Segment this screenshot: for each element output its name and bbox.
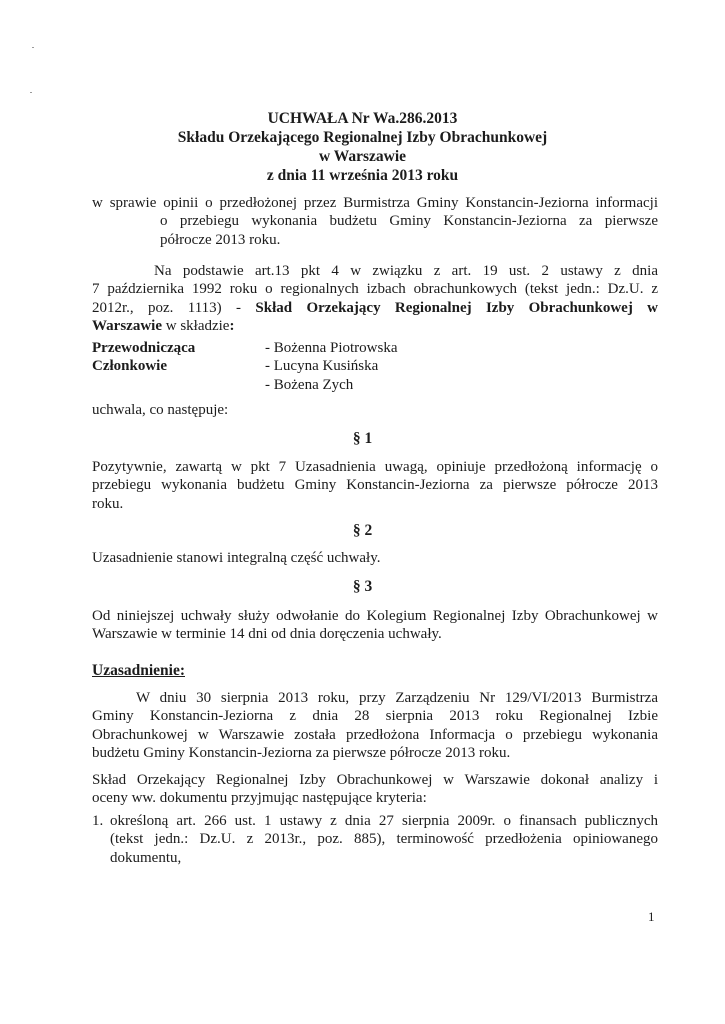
- member-name: - Lucyna Kusińska: [265, 358, 379, 375]
- panel-composition-intro: w składzie: [165, 317, 230, 334]
- subject-line: półrocze 2013 roku.: [160, 231, 281, 248]
- criteria-line: dokumentu,: [110, 849, 182, 866]
- subject-line: w sprawie opinii o przedłożonej przez Burmistrza Gminy Konstancin-Jeziorna informacji: [92, 195, 658, 211]
- basis-citation: 2012r., poz. 1113) -: [92, 299, 242, 316]
- members-role: Członkowie: [92, 358, 167, 375]
- justification-line: oceny ww. dokumentu przyjmując następujące kryteria:: [92, 790, 427, 807]
- section-mark: § 3: [352, 578, 373, 595]
- legal-basis-paragraph: [92, 262, 658, 335]
- resolution-number: UCHWAŁA Nr Wa.286.2013: [267, 110, 458, 127]
- scan-speck: [30, 92, 32, 93]
- colon: :: [229, 317, 235, 334]
- section-2-text: [92, 549, 658, 567]
- criteria-line: (tekst jedn.: Dz.U. z 2013r., poz. 885), terminowość przedłożenia opiniowanego: [110, 831, 658, 848]
- chair-role: Przewodnicząca: [92, 340, 196, 356]
- basis-line: 7 października 1992 roku o regionalnych izbach obrachunkowych (tekst jedn.: Dz.U. z: [92, 281, 658, 298]
- justification-paragraph-1: [92, 689, 658, 762]
- justification-line: Obrachunkowej w Warszawie została przedłożona Informacja o przebiegu wykonania: [92, 726, 658, 743]
- composition-row: [92, 357, 552, 375]
- panel-composition: [92, 339, 552, 394]
- issuing-city: w Warszawie: [318, 148, 407, 165]
- resolves-line: [92, 401, 658, 419]
- justification-line: budżetu Gminy Konstancin-Jeziorna za pierwsze półrocze 2013 roku.: [92, 744, 511, 761]
- justification-line: W dniu 30 sierpnia 2013 roku, przy Zarządzeniu Nr 129/VI/2013 Burmistrza: [136, 690, 658, 706]
- basis-line: [92, 299, 658, 317]
- issuing-body: Składu Orzekającego Regionalnej Izby Obrachunkowej: [177, 129, 548, 146]
- justification-line: Gminy Konstancin-Jeziorna z dnia 28 sierpnia 2013 roku Regionalnej Izbie: [92, 708, 658, 725]
- resolution-header: [0, 109, 725, 185]
- section-mark: § 1: [352, 430, 373, 447]
- justification-title: Uzasadnienie:: [92, 662, 185, 679]
- section-3-text: [92, 607, 658, 644]
- scan-speck: [32, 47, 34, 48]
- criteria-item-number: [92, 812, 112, 830]
- page-number: 1: [648, 909, 655, 924]
- resolves-text: uchwala, co następuje:: [92, 402, 229, 418]
- criteria-item-1: [110, 812, 658, 867]
- section-line: przebiegu wykonania budżetu Gminy Konstancin-Jeziorna za pierwsze półrocze 2013: [92, 477, 658, 494]
- panel-city: Warszawie: [92, 317, 162, 334]
- section-line: Pozytywnie, zawartą w pkt 7 Uzasadnienia uwagą, opiniuje przedłożoną informację o: [92, 459, 658, 475]
- basis-line: [92, 317, 658, 335]
- section-line: roku.: [92, 495, 124, 512]
- subject-line: o przebiegu wykonania budżetu Gminy Konstancin-Jeziorna za pierwsze: [160, 213, 658, 230]
- chair-name: - Bożenna Piotrowska: [265, 340, 398, 356]
- section-line: Uzasadnienie stanowi integralną część uchwały.: [92, 550, 381, 566]
- panel-name: Skład Orzekający Regionalnej Izby Obrachunkowej w: [255, 299, 659, 316]
- composition-row: [92, 376, 552, 394]
- resolution-date: z dnia 11 września 2013 roku: [266, 167, 459, 184]
- criteria-line: określoną art. 266 ust. 1 ustawy z dnia 27 sierpnia 2009r. o finansach publicznych: [110, 813, 658, 829]
- section-1-text: [92, 458, 658, 513]
- section-line: Od niniejszej uchwały służy odwołanie do Kolegium Regionalnej Izby Obrachunkowej w: [92, 608, 658, 624]
- section-mark: § 2: [352, 522, 373, 539]
- subject-paragraph: [92, 194, 658, 249]
- composition-row: [92, 339, 552, 357]
- justification-paragraph-2: [92, 771, 658, 808]
- section-line: Warszawie w terminie 14 dni od dnia doręczenia uchwały.: [92, 626, 442, 643]
- justification-line: Skład Orzekający Regionalnej Izby Obrachunkowej w Warszawie dokonał analizy i: [92, 772, 658, 788]
- member-name: - Bożena Zych: [265, 376, 354, 393]
- basis-line: Na podstawie art.13 pkt 4 w związku z art. 19 ust. 2 ustawy z dnia: [154, 263, 658, 279]
- item-number: 1.: [92, 813, 104, 829]
